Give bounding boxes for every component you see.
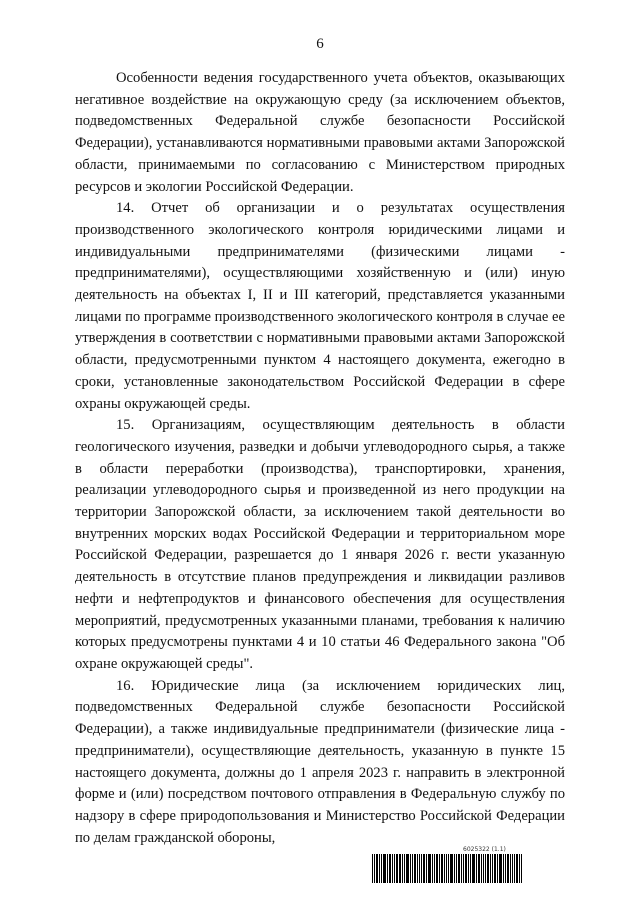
paragraph-16: 16. Юридические лица (за исключением юридических лиц, подведомственных Федеральной службе безопасности Российской Федерации), а также индивидуальные предприниматели (физические лица - предприниматели), осуществляющие деятельность, указанную в пункте 15 настоящего документа, должны до 1 апреля 2023 г. направить в электронной форме и (или) посредством почтового отправления в Федеральную службу по надзору в сфере природопользования и Министерство Российской Федерации по делам гражданской обороны, bbox=[75, 677, 565, 846]
barcode bbox=[372, 854, 564, 883]
paragraph-15: 15. Организациям, осуществляющим деятельность в области геологического изучения, разведки и добычи углеводородного сырья, а также в области переработки (производства), транспортировки, хранения, реализации углеводородного сырья и произведенной из него продукции на территории Запорожской области, за исключением такой деятельности во внутренних морских водах Российской Федерации и территориальном море Российской Федерации, разрешается до 1 января 2026 г. вести указанную деятельность в отсутствие планов предупреждения и ликвидации разливов нефти и нефтепродуктов и финансового обеспечения для осуществления мероприятий, предусмотренных указанными планами, требования к наличию которых предусмотрены пунктами 4 и 10 статьи 46 Федерального закона "Об охране окружающей среды". bbox=[75, 417, 565, 672]
document-code: 6025322 (1.1) bbox=[463, 846, 506, 853]
paragraph-14: 14. Отчет об организации и о результатах осуществления производственного экологического контроля юридическими лицами и индивидуальными предпринимателями (физическими лицами - предпринимателями), осуществляющими хозяйственную и (или) иную деятельность на объектах I, II и III категорий, представляется указанными лицами по программе производственного экологического контроля в случае ее утверждения в соответствии с нормативными правовыми актами Запорожской области, предусмотренными пунктом 4 настоящего документа, ежегодно в сроки, установленные законодательством Российской Федерации в сфере охраны окружающей среды. bbox=[75, 200, 565, 412]
page-number: 6 bbox=[316, 36, 324, 52]
document-body bbox=[75, 68, 565, 849]
paragraph-ecology-accounting: Особенности ведения государственного учета объектов, оказывающих негативное воздействие на окружающую среду (за исключением объектов, подведомственных Федеральной службе безопасности Российской Федерации), устанавливаются нормативными правовыми актами Запорожской области, принимаемыми по согласованию с Министерством природных ресурсов и экологии Российской Федерации. bbox=[75, 70, 565, 195]
